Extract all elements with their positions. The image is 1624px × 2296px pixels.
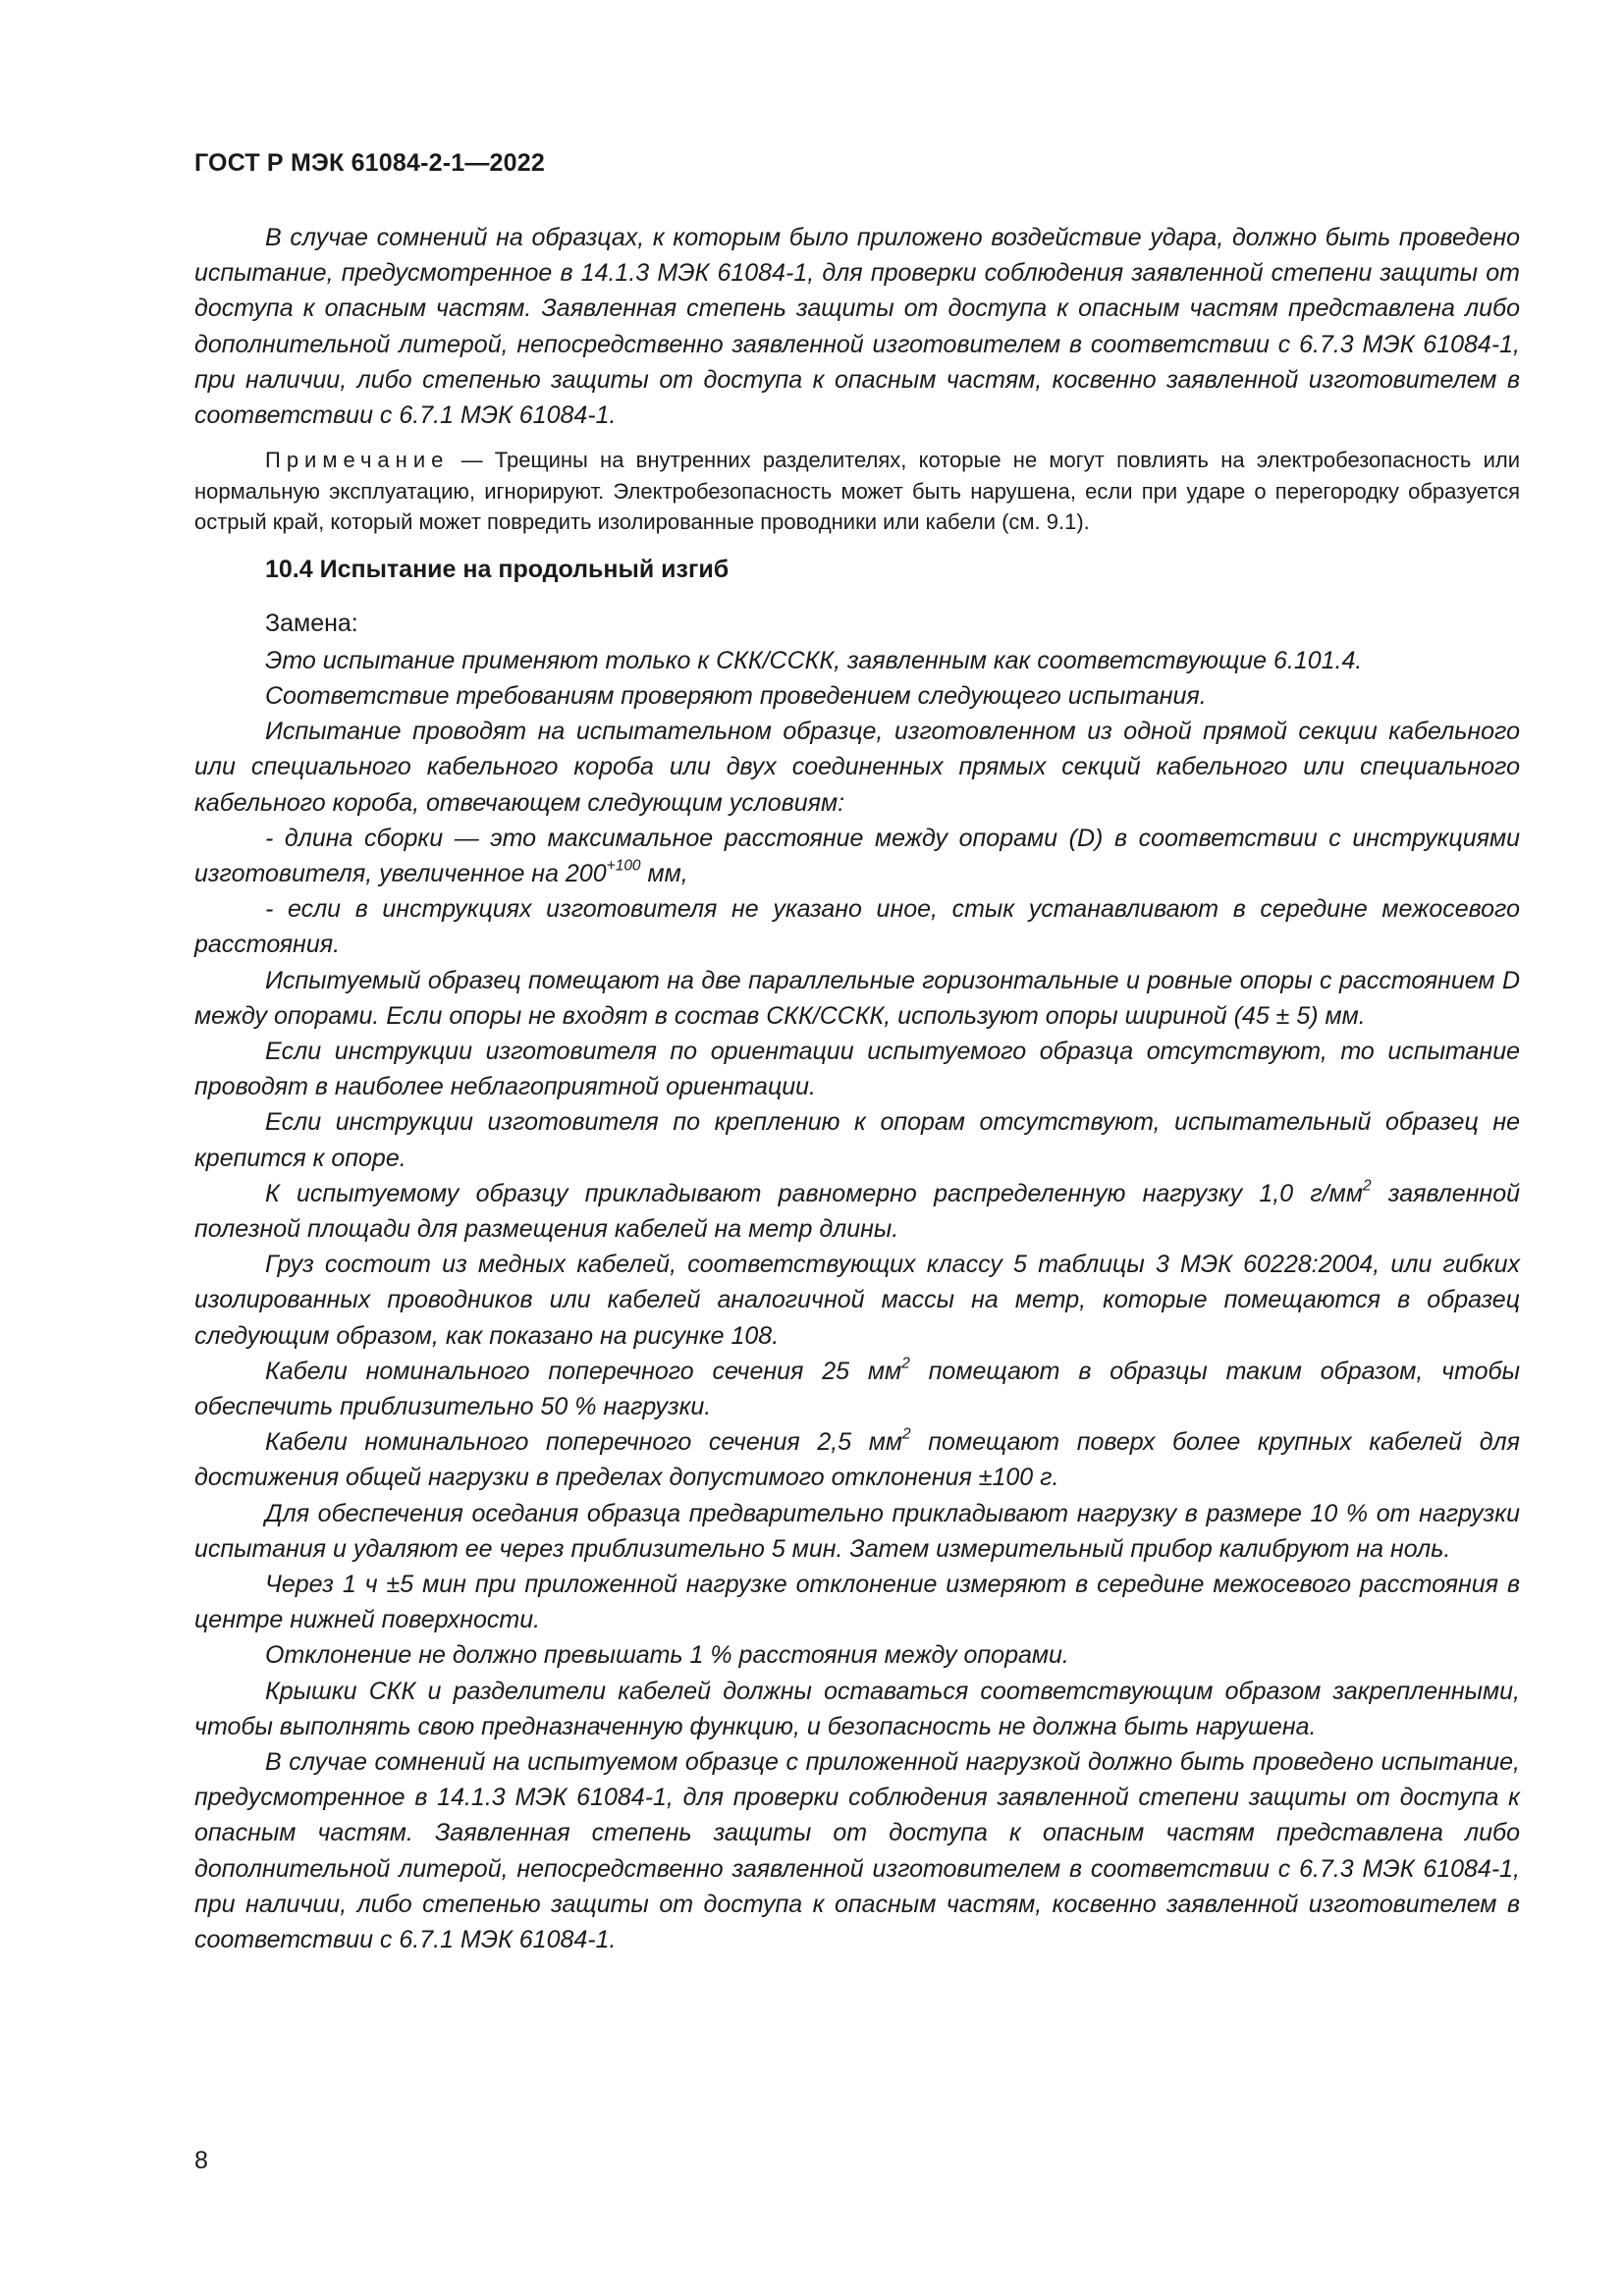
section-p11: Для обеспечения оседания образца предварительно прикладывают нагрузку в размере 10 % от нагрузки испытания и удаляют ее через приблизительно 5 мин. Затем измерительный прибор калибруют на ноль. xyxy=(194,1499,1520,1563)
document-header: ГОСТ Р МЭК 61084-2-1—2022 xyxy=(194,149,545,177)
section-p7 xyxy=(194,1176,1520,1247)
section-p1: Это испытание применяют только к СКК/ССКК, заявленным как соответствующие 6.101.4. xyxy=(265,646,1363,674)
section-p14: Крышки СКК и разделители кабелей должны оставаться соответствующим образом закрепленными, чтобы выполнять свою предназначенную функцию, и безопасность не должна быть нарушена. xyxy=(194,1677,1520,1740)
list-item-1-end: мм, xyxy=(640,859,688,887)
section-p15: В случае сомнений на испытуемом образце с приложенной нагрузкой должно быть проведено испытание, предусмотренное в 14.1.3 МЭК 61084-1, для проверки соблюдения заявленной степени защиты от доступа к опасным частям. Заявленная степень защиты от доступа к опасным частям представлена либо дополнительной литерой, непосредственно заявленной изготовителем в соответствии с 6.7.3 МЭК 61084-1, при наличии, либо степенью защиты от доступа к опасным частям, косвенно заявленной изготовителем в соответствии с 6.7.1 МЭК 61084-1. xyxy=(194,1748,1520,1954)
section-p3: Испытание проводят на испытательном образце, изготовленном из одной прямой секции кабельного или специального кабельного короба или двух соединенных прямых секций кабельного или специального кабельного короба, отвечающем следующим условиям: xyxy=(194,718,1520,817)
p10-end: помещают поверх более крупных кабелей для достижения общей нагрузки в пределах допустимого отклонения ±100 г. xyxy=(194,1428,1520,1492)
page-number: 8 xyxy=(194,2147,208,2174)
p10-text: Кабели номинального поперечного сечения 2,5 мм xyxy=(265,1428,903,1457)
section-heading: 10.4 Испытание на продольный изгиб xyxy=(265,555,730,583)
replacement-label: Замена: xyxy=(265,609,358,637)
section-p4: Испытуемый образец помещают на две параллельные горизонтальные и ровные опоры с расстоянием D между опорами. Если опоры не входят в состав СКК/ССКК, используют опоры шириной (45 ± 5) мм. xyxy=(194,966,1520,1030)
p10-superscript: 2 xyxy=(902,1425,911,1443)
section-p10 xyxy=(194,1424,1520,1495)
p9-superscript: 2 xyxy=(901,1355,910,1372)
section-p5: Если инструкции изготовителя по ориентации испытуемого образца отсутствуют, то испытание проводят в наиболее неблагоприятной ориентации. xyxy=(194,1037,1520,1101)
document-body xyxy=(194,220,1520,1957)
section-p9 xyxy=(194,1354,1520,1424)
p7-text: К испытуемому образцу прикладывают равномерно распределенную нагрузку 1,0 г/мм xyxy=(265,1179,1363,1207)
section-p2: Соответствие требованиям проверяют проведением следующего испытания. xyxy=(265,681,1207,710)
note-label: Примечание xyxy=(265,448,450,473)
section-p6: Если инструкции изготовителя по креплению к опорам отсутствуют, испытательный образец не крепится к опоре. xyxy=(194,1108,1520,1172)
list-item-joint-position: - если в инструкциях изготовителя не указано иное, стык устанавливают в середине межосевого расстояния. xyxy=(194,895,1520,959)
p9-text: Кабели номинального поперечного сечения 25 мм xyxy=(265,1357,902,1385)
p9-end: помещают в образцы таким образом, чтобы обеспечить приблизительно 50 % нагрузки. xyxy=(194,1357,1521,1420)
p7-end: заявленной полезной площади для размещения кабелей на метр длины. xyxy=(194,1179,1521,1243)
section-p12: Через 1 ч ±5 мин при приложенной нагрузке отклонение измеряют в середине межосевого расстояния в центре нижней поверхности. xyxy=(194,1571,1520,1634)
note-text: — Трещины на внутренних разделителях, которые не могут повлиять на электробезопасность или нормальную эксплуатацию, игнорируют. Электробезопасность может быть нарушена, если при ударе о перегородку образуется острый край, который может повредить изолированные проводники или кабели (см. 9.1). xyxy=(194,448,1520,535)
note-paragraph xyxy=(194,445,1520,538)
p7-superscript: 2 xyxy=(1362,1177,1372,1195)
list-item-assembly-length xyxy=(194,821,1520,891)
section-p13: Отклонение не должно превышать 1 % расстояния между опорами. xyxy=(265,1641,1069,1670)
intro-paragraph: В случае сомнений на образцах, к которым было приложено воздействие удара, должно быть проведено испытание, предусмотренное в 14.1.3 МЭК 61084-1, для проверки соблюдения заявленной степени защиты от доступа к опасным частям. Заявленная степень защиты от доступа к опасным частям представлена либо дополнительной литерой, непосредственно заявленной изготовителем в соответствии с 6.7.3 МЭК 61084-1, при наличии, либо степенью защиты от доступа к опасным частям, косвенно заявленной изготовителем в соответствии с 6.7.1 МЭК 61084-1. xyxy=(194,224,1520,430)
list-item-1-superscript: +100 xyxy=(606,857,641,875)
section-p8: Груз состоит из медных кабелей, соответствующих классу 5 таблицы 3 МЭК 60228:2004, или гибких изолированных проводников или кабелей аналогичной массы на метр, которые помещаются в образец следующим образом, как показано на рисунке 108. xyxy=(194,1251,1520,1350)
list-item-1-text: - длина сборки — это максимальное расстояние между опорами (D) в соответствии с инструкциями изготовителя, увеличенное на 200 xyxy=(194,824,1520,887)
